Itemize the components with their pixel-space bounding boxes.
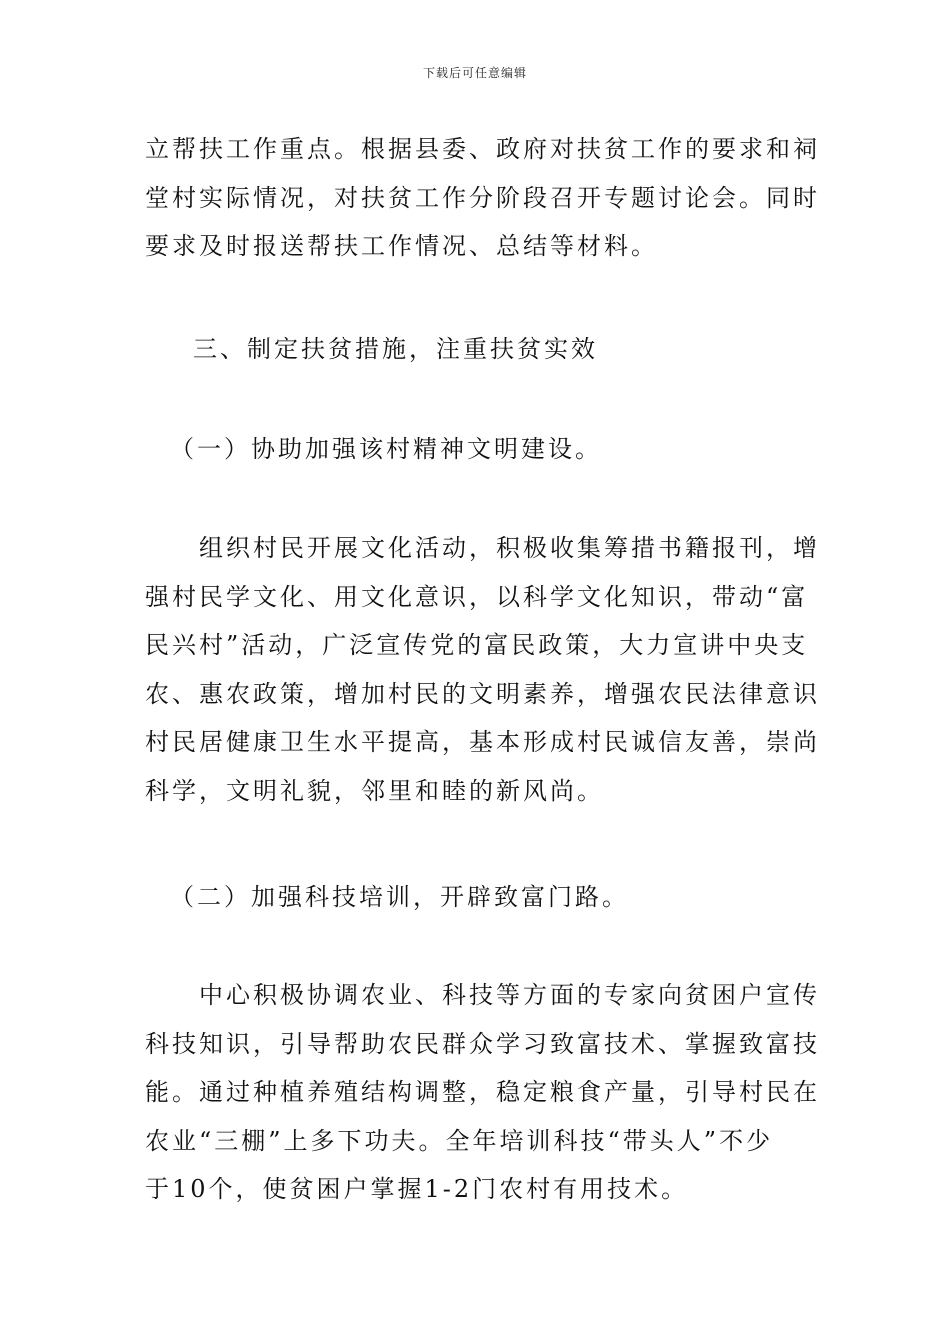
paragraph-line: 于10个，使贫困户掌握1-2门农村有用技术。 xyxy=(145,1175,689,1203)
paragraph-line: 强村民学文化、用文化意识，以科学文化知识，带动“富 xyxy=(145,582,809,611)
header-note: 下载后可任意编辑 xyxy=(422,66,527,80)
paragraph-line: 堂村实际情况，对扶贫工作分阶段召开专题讨论会。同时 xyxy=(145,183,820,212)
paragraph-line: 科技知识，引导帮助农民群众学习致富技术、掌握致富技 xyxy=(145,1029,820,1058)
paragraph-line: 要求及时报送帮扶工作情况、总结等材料。 xyxy=(145,232,658,260)
paragraph-line: 中心积极协调农业、科技等方面的专家向贫困户宣传 xyxy=(199,981,820,1009)
subsection-1-heading: （一）协助加强该村精神文明建设。 xyxy=(170,435,602,463)
paragraph-3 xyxy=(145,971,820,1214)
paragraph-1 xyxy=(145,125,820,271)
subsection-2-heading: （二）加强科技培训，开辟致富门路。 xyxy=(170,883,629,911)
paragraph-line: 民兴村”活动，广泛宣传党的富民政策，大力宣讲中央支 xyxy=(145,631,809,659)
paragraph-line: 立帮扶工作重点。根据县委、政府对扶贫工作的要求和祠 xyxy=(145,135,820,163)
paragraph-line: 农业“三棚”上多下功夫。全年培训科技“带头人”不少 xyxy=(145,1126,774,1155)
paragraph-line: 科学，文明礼貌，邻里和睦的新风尚。 xyxy=(145,776,604,805)
paragraph-2 xyxy=(145,524,820,815)
paragraph-line: 村民居健康卫生水平提高，基本形成村民诚信友善，崇尚 xyxy=(145,728,820,756)
paragraph-line: 组织村民开展文化活动，积极收集筹措书籍报刊，增 xyxy=(199,534,820,562)
paragraph-line: 农、惠农政策，增加村民的文明素养，增强农民法律意识 xyxy=(145,679,820,708)
paragraph-line: 能。通过种植养殖结构调整，稳定粮食产量，引导村民在 xyxy=(145,1078,820,1106)
section-3-heading: 三、制定扶贫措施，注重扶贫实效 xyxy=(193,335,598,363)
